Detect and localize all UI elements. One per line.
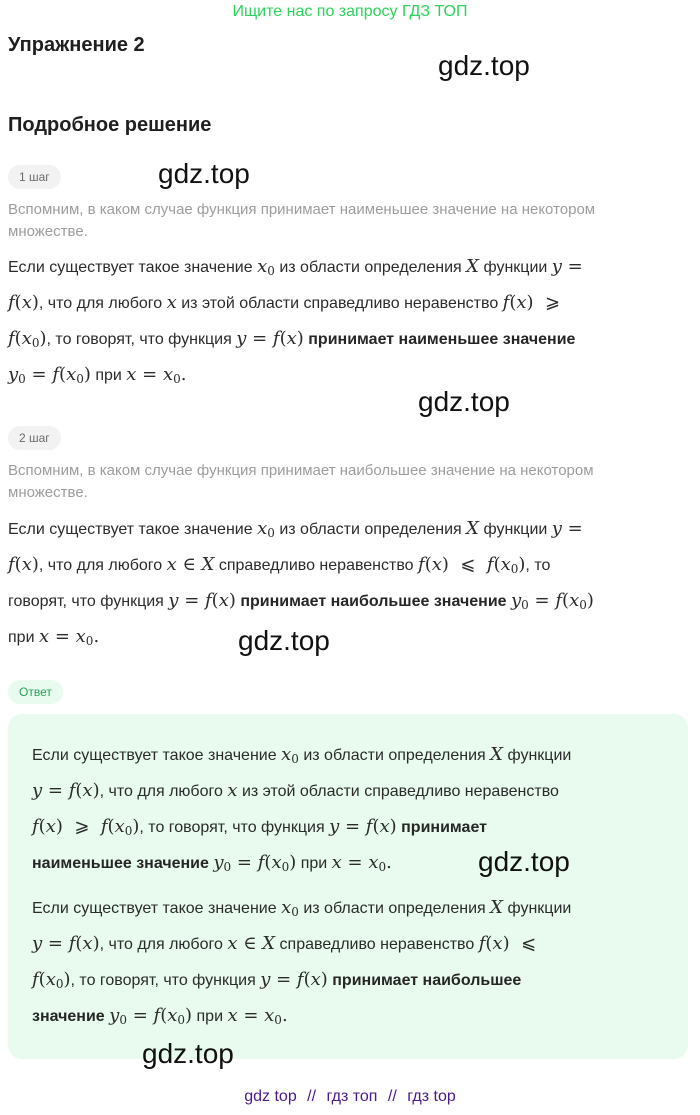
- text: из области определения: [279, 521, 462, 538]
- step-2-line-2: [8, 554, 550, 576]
- answer-line-3: [32, 816, 487, 838]
- text: справедливо неравенство: [218, 557, 414, 574]
- math: f(x) ⩾ $f(x_0)$: [32, 816, 140, 838]
- text: , то говорят, что функция: [70, 972, 256, 989]
- text: при: [8, 629, 35, 646]
- math: f(x): [8, 554, 39, 575]
- text: при: [300, 855, 328, 872]
- hint-line: Вспомним, в каком случае функция принимает наибольшее значение на некотором: [8, 462, 594, 479]
- answer-line-6: [32, 933, 536, 954]
- watermark: gdz.top: [418, 386, 510, 417]
- text: из этой области справедливо неравенство: [241, 783, 559, 800]
- math: y = f(x): [329, 816, 397, 837]
- math: $x_0$: [257, 518, 275, 540]
- math: $x = x_0$.: [38, 626, 100, 648]
- text: Если существует такое значение: [8, 259, 253, 276]
- watermark: gdz.top: [142, 1038, 234, 1069]
- text: функции: [507, 900, 572, 917]
- hint-line: Вспомним, в каком случае функция принимает наименьшее значение на некотором: [8, 201, 596, 218]
- text: Если существует такое значение: [32, 900, 277, 917]
- math: $f(x_0)$: [32, 969, 71, 991]
- answer-line-4: [32, 852, 392, 874]
- text: из области определения: [303, 900, 486, 917]
- text: из области определения: [279, 259, 462, 276]
- math: y = f(x): [236, 328, 304, 349]
- text: , что для любого: [99, 783, 223, 800]
- top-banner: Ищите нас по запросу ГДЗ ТОП: [232, 3, 468, 20]
- text: при: [95, 367, 122, 384]
- answer-line-1: [32, 744, 571, 766]
- step-1-badge: 1 шаг: [8, 165, 61, 189]
- math: f(x) ⩾: [502, 292, 561, 313]
- text: говорят, что функция: [8, 593, 164, 610]
- footer-link-gdz-top-ru[interactable]: гдз топ: [326, 1088, 378, 1105]
- bold-text: принимает наименьшее значение: [308, 331, 576, 348]
- text: Если существует такое значение: [8, 521, 253, 538]
- text: , что для любого: [99, 936, 223, 953]
- math: y =: [551, 518, 583, 539]
- math: X: [490, 897, 503, 918]
- math: f(x) ⩽ $f(x_0)$: [418, 554, 526, 576]
- bold-text: принимает наибольшее: [332, 972, 522, 989]
- math: X: [466, 256, 479, 277]
- answer-line-5: [32, 897, 571, 919]
- watermark: gdz.top: [438, 50, 530, 81]
- math: y = f(x): [260, 969, 328, 990]
- text: функции: [483, 521, 548, 538]
- answer-line-7: [32, 969, 521, 991]
- step-1-line-2: [8, 292, 560, 313]
- math: $x = x_0$.: [227, 1005, 288, 1027]
- math: x: [227, 780, 238, 801]
- bold-text: значение: [32, 1008, 105, 1025]
- math: f(x): [8, 292, 39, 313]
- text: из области определения: [303, 747, 486, 764]
- math: $x = x_0$.: [331, 852, 392, 874]
- watermark: gdz.top: [478, 846, 570, 877]
- footer-link-gdz-top[interactable]: gdz top: [244, 1088, 297, 1105]
- text: , то говорят, что функция: [139, 819, 325, 836]
- step-2-badge: 2 шаг: [8, 426, 61, 450]
- math: $x_0$: [281, 744, 299, 766]
- exercise-title: Упражнение 2: [8, 34, 145, 56]
- text: справедливо неравенство: [279, 936, 475, 953]
- math: X: [490, 744, 503, 765]
- math: $y_0 = f(x_0)$: [511, 590, 594, 612]
- math: x ∈ X: [227, 933, 276, 954]
- math: $y_0 = f(x_0)$: [213, 852, 297, 874]
- step-1-hint: [8, 199, 688, 243]
- answer-badge: Ответ: [8, 680, 63, 704]
- bold-text: принимает: [401, 819, 487, 836]
- answer-line-8: [32, 1005, 288, 1027]
- math: y = f(x): [168, 590, 236, 611]
- watermark: gdz.top: [238, 625, 330, 656]
- text: из этой области справедливо неравенство: [181, 295, 499, 312]
- math: $y_0 = f(x_0)$: [109, 1005, 193, 1027]
- math: $f(x_0)$: [8, 328, 47, 350]
- bold-text: принимает наибольшее значение: [240, 593, 507, 610]
- text: Если существует такое значение: [32, 747, 277, 764]
- step-2-hint: [8, 460, 688, 504]
- footer-separator: //: [387, 1088, 397, 1105]
- math: X: [466, 518, 479, 539]
- text: при: [196, 1008, 223, 1025]
- step-1-line-3: [8, 328, 575, 350]
- watermark: gdz.top: [158, 158, 250, 189]
- footer-links: [0, 1088, 700, 1106]
- step-1-line-4: [8, 364, 187, 386]
- math: $x_0$: [257, 256, 275, 278]
- math: y = f(x): [32, 780, 100, 801]
- text: , что для любого: [38, 557, 163, 574]
- text: , то: [525, 557, 551, 574]
- math: x: [166, 292, 177, 313]
- text: , что для любого: [38, 295, 163, 312]
- text: функции: [507, 747, 572, 764]
- step-2-line-4: [8, 626, 99, 648]
- step-1-line-1: [8, 256, 583, 278]
- footer-separator: //: [307, 1088, 317, 1105]
- math: $x_0$: [281, 897, 299, 919]
- footer-link-gdz-top-mixed[interactable]: гдз top: [407, 1088, 456, 1105]
- math: $x = x_0$.: [126, 364, 187, 386]
- math: y =: [551, 256, 583, 277]
- step-2-line-1: [8, 518, 583, 540]
- hint-line: множестве.: [8, 223, 88, 240]
- step-2-line-3: [8, 590, 594, 612]
- text: , то говорят, что функция: [46, 331, 232, 348]
- section-title: Подробное решение: [8, 114, 212, 136]
- math: $y_0 = f(x_0)$: [8, 364, 91, 386]
- answer-line-2: [32, 780, 559, 801]
- math: f(x) ⩽: [478, 933, 537, 954]
- math: y = f(x): [32, 933, 100, 954]
- text: функции: [483, 259, 548, 276]
- hint-line: множестве.: [8, 484, 88, 501]
- math: x ∈ X: [166, 554, 215, 575]
- bold-text: наименьшее значение: [32, 855, 209, 872]
